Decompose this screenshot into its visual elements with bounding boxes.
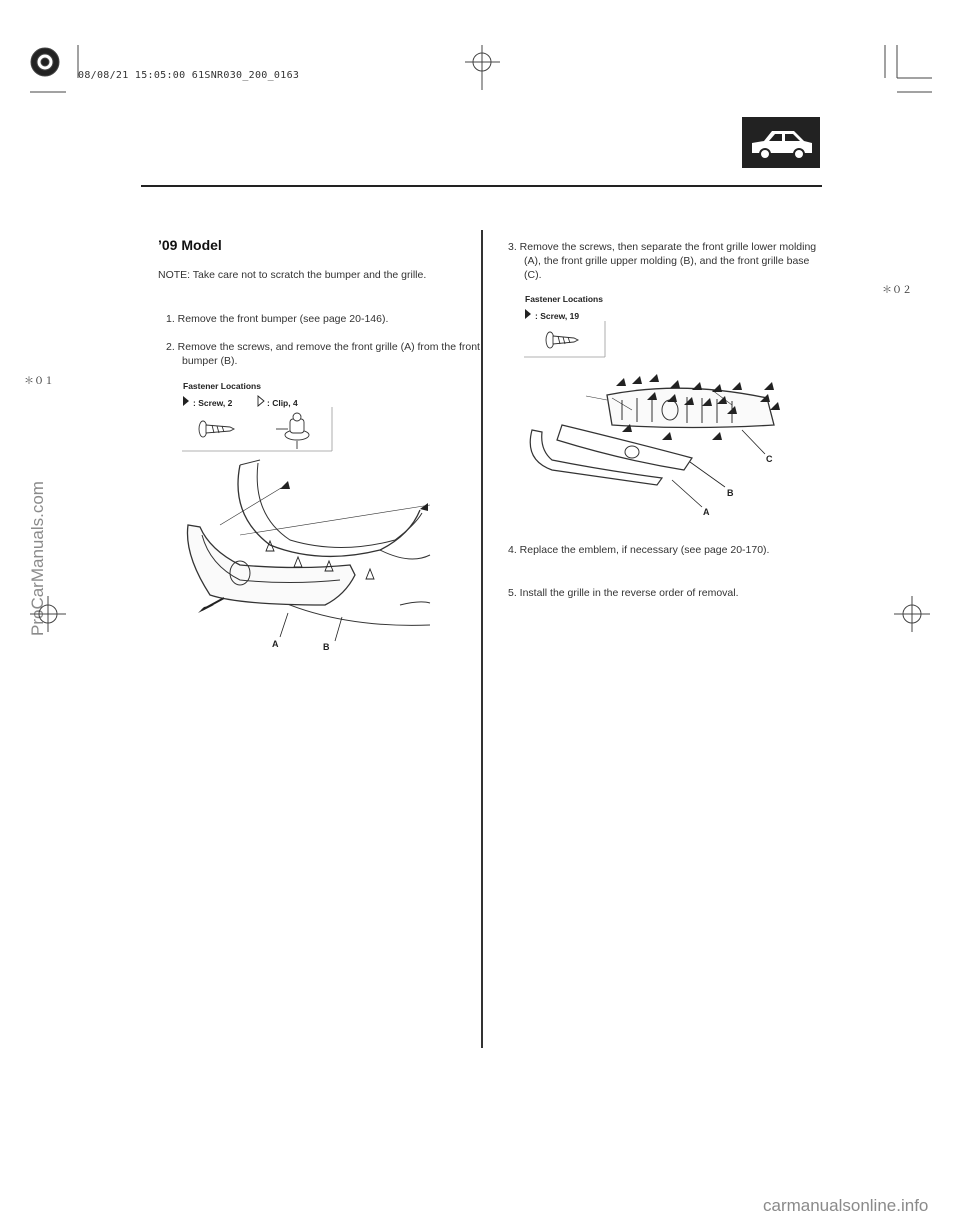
section-title: ’09 Model bbox=[158, 237, 222, 253]
step-4: 4. Replace the emblem, if necessary (see page 20-170). bbox=[508, 544, 770, 556]
callout-a-right: A bbox=[703, 507, 710, 517]
car-side-icon bbox=[742, 117, 820, 168]
callout-c-right: C bbox=[766, 454, 773, 464]
fastener-title-left: Fastener Locations bbox=[183, 381, 261, 391]
margin-marker-right: ＊０２ bbox=[882, 285, 912, 296]
step-2: 2. Remove the screws, and remove the front grille (A) from the front bumper (B). bbox=[166, 341, 480, 367]
step-5: 5. Install the grille in the reverse order of removal. bbox=[508, 587, 739, 599]
screw-arrow-icon bbox=[525, 309, 531, 319]
car-icon-box bbox=[742, 117, 820, 168]
screw-icon bbox=[546, 332, 578, 348]
clip-icon bbox=[276, 413, 309, 449]
clip-arrow-marker bbox=[366, 569, 374, 579]
print-stamp: 08/08/21 15:05:00 61SNR030_200_0163 bbox=[78, 70, 300, 81]
screw-count-left: : Screw, 2 bbox=[193, 398, 233, 408]
clip-arrow-icon bbox=[258, 396, 264, 406]
watermark-side: ProCarManuals.com bbox=[28, 481, 47, 636]
registration-marks-lower bbox=[0, 590, 960, 650]
screw-count-right: : Screw, 19 bbox=[535, 311, 580, 321]
callout-b-left: B bbox=[323, 642, 330, 652]
screw-arrow-marker bbox=[280, 481, 290, 489]
fastener-title-right: Fastener Locations bbox=[525, 294, 603, 304]
step-1: 1. Remove the front bumper (see page 20-146). bbox=[166, 313, 389, 325]
grille-exploded-diagram bbox=[512, 370, 787, 520]
callout-a-left: A bbox=[272, 639, 279, 649]
margin-marker-left: ＊０１ bbox=[24, 376, 54, 387]
step-3: 3. Remove the screws, then separate the front grille lower molding (A), the front grille upper molding (B), and the front grille base (C). bbox=[508, 241, 817, 281]
screw-arrow-marker bbox=[420, 503, 428, 511]
screw-icon bbox=[199, 421, 234, 437]
callout-b-right: B bbox=[727, 488, 734, 498]
clip-arrow-marker bbox=[294, 557, 302, 567]
header-rule bbox=[141, 185, 822, 187]
registration-marks bbox=[0, 0, 960, 120]
watermark-footer: carmanualsonline.info bbox=[763, 1196, 929, 1215]
screw-arrow-icon bbox=[183, 396, 189, 406]
note-text: NOTE: Take care not to scratch the bumper and the grille. bbox=[158, 269, 427, 281]
clip-count-left: : Clip, 4 bbox=[267, 398, 298, 408]
